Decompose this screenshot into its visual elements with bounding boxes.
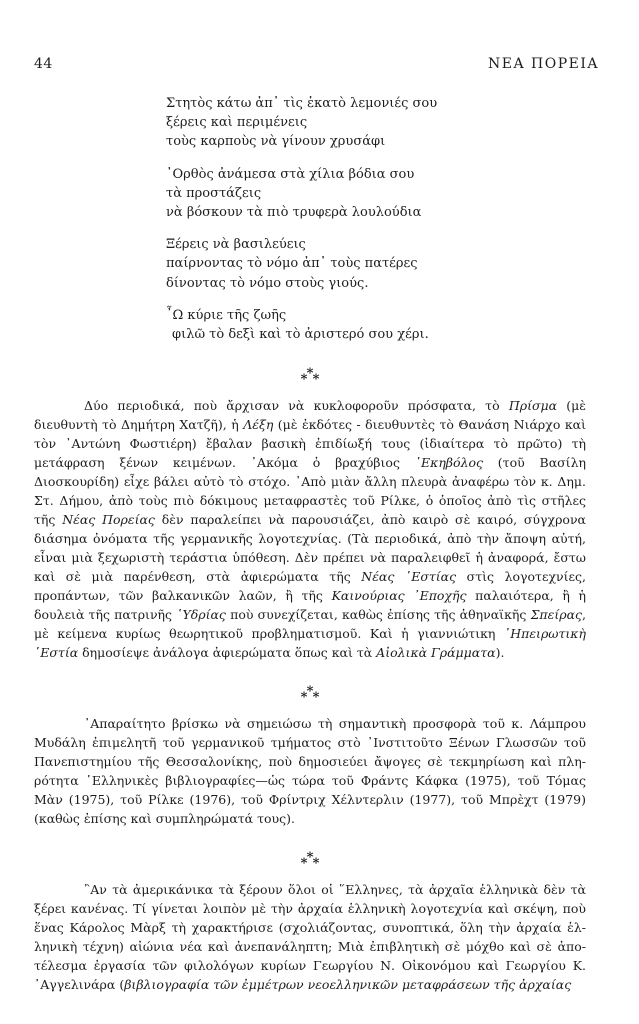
poem-line: δίνοντας τὸ νόμο στοὺς γιούς. <box>166 275 369 291</box>
asterisk-mark: * <box>312 856 320 871</box>
text-run: δημοσίεψε ἀνάλογα ἀφιερώματα ὅπως καὶ τὰ <box>78 645 377 660</box>
text-run: Δύο περιοδικά, ποὺ ἄρχισαν νὰ κυκλοφοροῦν πρόσφατα, τὸ <box>84 398 509 413</box>
italic-title: Σπείρας <box>530 607 583 622</box>
poem-stanza <box>166 165 596 223</box>
asterisk-mark: * <box>306 684 314 699</box>
asterisk-mark: * <box>300 690 308 705</box>
text-run: ποὺ συνεχίζεται, καθὼς ἐπίσης τῆς ἀθηναϊκῆς <box>225 607 531 622</box>
poem-line: φιλῶ τὸ δεξὶ καὶ τὸ ἀριστερό σου χέρι. <box>172 327 429 343</box>
text-run: παλαιότερα, ἢ ἡ δουλειὰ τῆς πατρινῆς <box>34 588 587 622</box>
text-run: ῍Αν τὰ ἀμερικάνικα τὰ ξέρουν ὅλοι οἱ ῞Ελληνες, τὰ ἀρχαῖα ἑλληνικὰ δὲν τὰ ξέρει κανένας. Τί γίνεται λοιπὸν μὲ τὴν ἀρχαία ἑλληνικὴ λογοτεχνία καὶ σκέψη, ποὺ ἕνας Κάρολος Μὰρξ τὴ χαρακτήρισε (σχολιάζοντας, συνοπτικά, ὅλη τὴν ἀρχαία ἑλληνικὴ τέχνη) αἰώνια νέα καὶ ἀνεπανάληπτη; Μιὰ ἐπιβλητικὴ σὲ μόχθο καὶ σὲ ἀποτέλεσμα ἐργασία τῶν φιλολόγων κυρίων Γεωργίου Ν. Οἰκονόμου καὶ Γεωργίου Κ. ᾽Αγγελινάρα ( <box>34 882 586 992</box>
text-run: ᾽Απαραίτητο βρίσκω νὰ σημειώσω τὴ σημαντικὴ προσφορὰ τοῦ κ. Λάμπρου Μυδάλη ἐπιμελητῆ τοῦ γερμανικοῦ τμήματος στὸ ᾽Ινστιτοῦτο Ξένων Γλωσσῶν τοῦ Πανεπιστημίου τῆς Θεσσαλονίκης, ποὺ δημοσιεύει ἄψογες σὲ τεκμηρίωση καὶ πληρότητα ῾Ελληνικὲς βιβλιογραφίες—ὡς τώρα τοῦ Φράντς Κάφκα (1975), τοῦ Τόμας Μὰν (1975), τοῦ Ρίλκε (1976), τοῦ Φρίντριχ Χέλντερλιν (1977), τοῦ Μπρὲχτ (1979) (καθὼς ἐπίσης καὶ συμπληρώματά τους). <box>34 716 586 826</box>
poem-line: ξέρεις καὶ περιμένεις <box>166 115 308 131</box>
text-run: (μὲ διευθυντὴ τὸ Δημήτρη Χατζῆ), ἡ <box>34 398 587 432</box>
text-run: (τοῦ Βασίλη Διοσκουρίδη) εἶχε βάλει αὐτὸ τὸ στόχο. ᾽Απὸ μιὰν ἄλλη πλευρὰ ἀναφέρω τὸν κ. Δημ. Στ. Δήμου, ἀπὸ τοὺς πιὸ δόκιμους μεταφραστὲς τοῦ Ρίλκε, ὁ ὁποῖος ἀπὸ τὶς στῆλες τῆς <box>34 455 586 527</box>
asterisk-mark: * <box>306 366 314 381</box>
poem-line: ᾽Ορθὸς ἀνάμεσα στὰ χίλια βόδια σου <box>166 166 415 182</box>
poem-line: παίρνοντας τὸ νόμο ἀπ᾽ τοὺς πατέρες <box>166 256 418 272</box>
poem <box>166 94 596 357</box>
asterism-separator <box>34 368 586 396</box>
text-run: στὶς λογοτεχνίες, προπάντων, τῶν βαλκανικῶν λαῶν, ἢ τῆς <box>34 569 586 603</box>
running-head: ΝΕΑ ΠΟΡΕΙΑ <box>488 56 599 72</box>
poem-line: νὰ βόσκουν τὰ πιὸ τρυφερὰ λουλούδια <box>166 205 422 221</box>
prose-body <box>34 368 586 1018</box>
italic-title: ῾Εκηβόλος <box>414 455 484 470</box>
asterisk-mark: * <box>312 690 320 705</box>
asterisk-mark: * <box>312 372 320 387</box>
asterisk-mark: * <box>300 372 308 387</box>
italic-title: Καινούριας ᾽Εποχῆς <box>331 588 467 603</box>
text-run: ). <box>495 645 505 660</box>
text-run: (μὲ ἐκδότες - διευθυντὲς τὸ Θανάση Νιάρχο καὶ τὸν ᾽Αντώνη Φωστιέρη) ἔβαλαν βασικὴ ἐπιδίωξή τους (ἰδιαίτερα τὸ πρῶτο) τὴ μετάφραση ξένων κειμένων. ᾽Ακόμα ὁ βραχύβιος <box>34 417 586 470</box>
poem-line: τοὺς καρποὺς νὰ γίνουν χρυσάφι <box>166 134 386 150</box>
asterisk-mark: * <box>306 850 314 865</box>
italic-title: ῾Υδρίας <box>176 607 226 622</box>
asterism-separator <box>34 686 586 714</box>
italic-title: Λέξη <box>243 417 274 432</box>
page-number: 44 <box>34 56 53 72</box>
text-run: δὲν παραλείπει νὰ παρουσιάζει, ἀπὸ καιρὸ σὲ καιρό, σύγχρονα διάσημα ὀνόματα τῆς γερμανικῆς λογοτεχνίας. (Τὰ περιοδικά, ἀπὸ τὴν ἄποψη αὐτή, εἶναι μιὰ ξεχωριστὴ τεράστια ὑπόθεση. Δὲν πρέπει νὰ παραλειφθεῖ ἡ ἀναφορά, ἔστω καὶ σὲ μιὰ παρένθεση, στὰ ἀφιερώματα τῆς <box>34 512 586 584</box>
paragraph <box>34 714 586 828</box>
poem-line: Στητὸς κάτω ἀπ᾽ τὶς ἑκατὸ λεμονιές σου <box>166 96 438 111</box>
poem-stanza <box>166 306 596 344</box>
italic-title: Νέας ῾Εστίας <box>361 569 457 584</box>
italic-title: ᾽Ηπειρωτικὴ ῾Εστία <box>34 626 586 660</box>
poem-line: Ξέρεις νὰ βασιλεύεις <box>166 237 306 253</box>
text-run: , μὲ κείμενα κυρίως θεωρητικοῦ προβληματισμοῦ. Καὶ ἡ γιαννιώτικη <box>34 607 586 641</box>
asterisk-mark: * <box>300 856 308 871</box>
italic-title: βιβλιογραφία τῶν ἐμμέτρων νεοελληνικῶν μεταφράσεων τῆς ἀρχαίας <box>124 977 572 992</box>
italic-title: Νέας Πορείας <box>62 512 155 527</box>
poem-line: ῏Ω κύριε τῆς ζωῆς <box>166 307 287 323</box>
italic-title: Πρίσμα <box>508 398 558 413</box>
poem-stanza <box>166 94 596 152</box>
paragraph <box>34 396 586 662</box>
poem-line: τὰ προστάζεις <box>166 185 262 201</box>
paragraph <box>34 880 586 994</box>
asterism-separator <box>34 852 586 880</box>
poem-stanza <box>166 235 596 293</box>
italic-title: Αἰολικὰ Γράμματα <box>376 645 496 660</box>
